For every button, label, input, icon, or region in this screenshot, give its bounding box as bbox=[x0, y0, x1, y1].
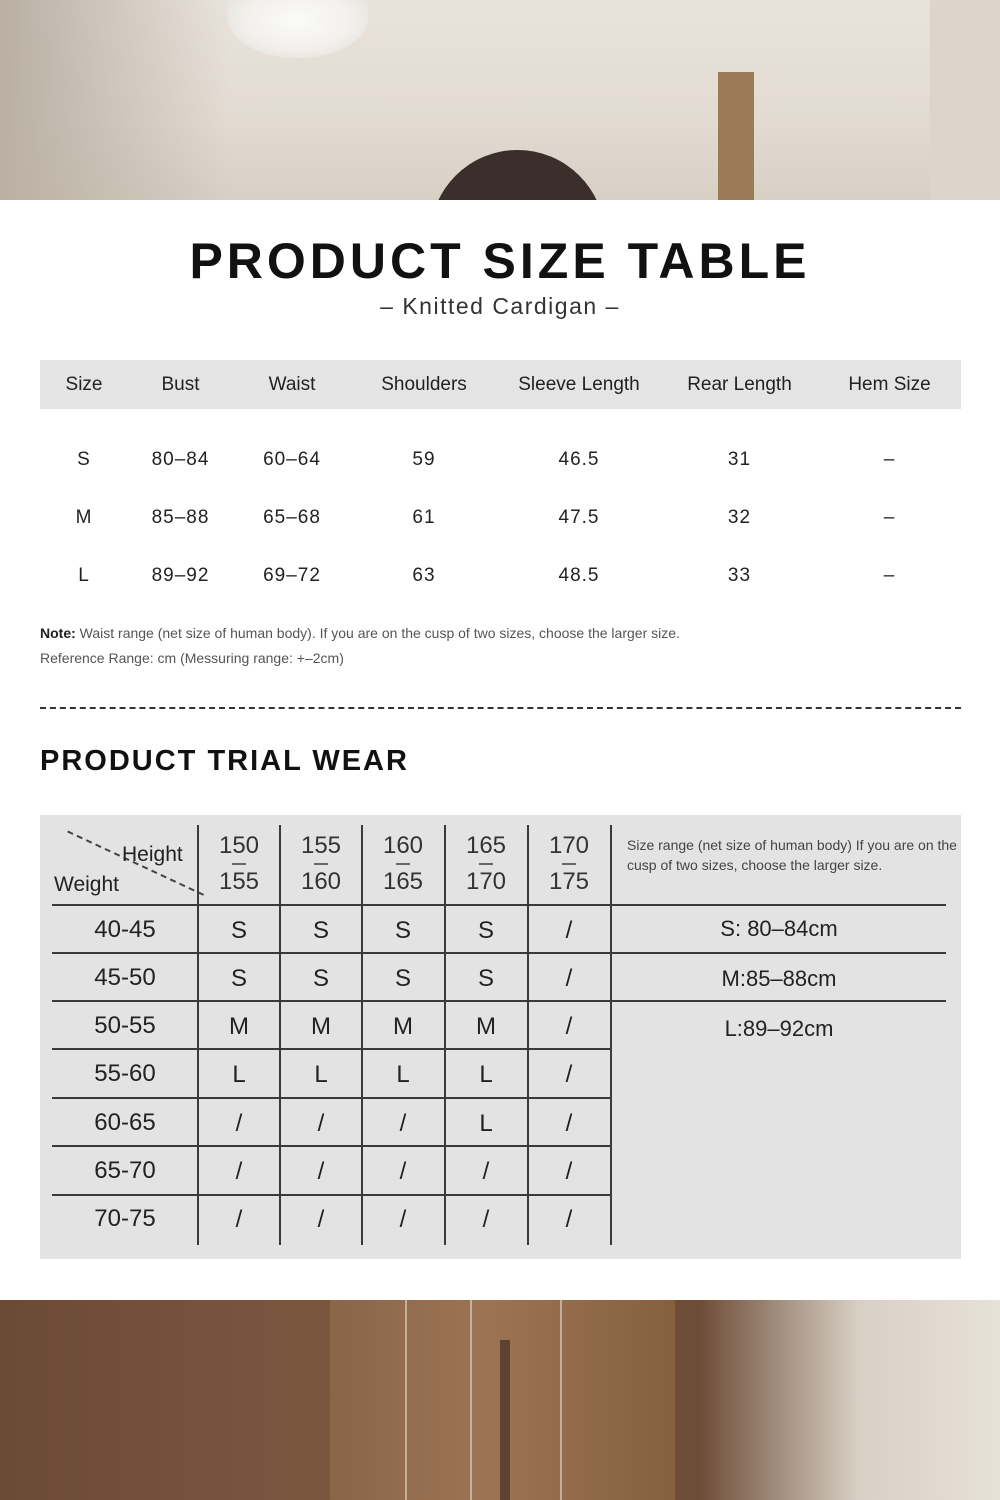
cell-rear-length: 33 bbox=[727, 565, 752, 586]
pants-seam bbox=[405, 1300, 407, 1500]
size-cell: S bbox=[230, 965, 247, 992]
height-header bbox=[445, 829, 527, 901]
cell-waist: 65–68 bbox=[263, 507, 321, 528]
cell-hem-size: – bbox=[883, 565, 896, 586]
size-cell: / bbox=[399, 1158, 407, 1185]
background-photo-top bbox=[0, 0, 1000, 200]
cell-waist: 69–72 bbox=[263, 565, 321, 586]
size-cell: / bbox=[317, 1158, 325, 1185]
weight-range: 70-75 bbox=[94, 1205, 156, 1232]
size-cell: / bbox=[565, 1110, 573, 1137]
wall-panel bbox=[930, 0, 1000, 200]
bust-range-s: S: 80–84cm bbox=[720, 916, 838, 941]
cell-shoulders: 61 bbox=[412, 507, 436, 528]
table-row bbox=[40, 498, 961, 538]
pants-seam bbox=[560, 1300, 562, 1500]
ceiling-lamp bbox=[228, 0, 368, 58]
size-cell: L bbox=[232, 1061, 246, 1088]
bust-range-m: M:85–88cm bbox=[721, 966, 837, 991]
weight-range: 65-70 bbox=[94, 1157, 156, 1184]
height-label: Height bbox=[122, 843, 183, 866]
cell-shoulders: 59 bbox=[412, 449, 436, 470]
cell-size: M bbox=[75, 507, 93, 528]
reference-range-note: Reference Range: cm (Messuring range: +–2cm) bbox=[40, 650, 344, 666]
height-from: 165 bbox=[465, 832, 507, 859]
size-cell: S bbox=[312, 965, 329, 992]
product-subtitle: – Knitted Cardigan – bbox=[380, 293, 620, 319]
col-shoulders: Shoulders bbox=[381, 374, 467, 395]
size-cell: M bbox=[311, 1013, 331, 1040]
size-cell: S bbox=[477, 917, 494, 944]
size-cell: S bbox=[394, 917, 411, 944]
cell-rear-length: 32 bbox=[727, 507, 752, 528]
size-table-header bbox=[40, 360, 961, 409]
cell-shoulders: 63 bbox=[412, 565, 436, 586]
trial-wear-table bbox=[40, 815, 961, 1259]
note-label: Note: bbox=[40, 625, 76, 641]
size-cell: S bbox=[477, 965, 494, 992]
page-title: PRODUCT SIZE TABLE bbox=[189, 233, 811, 289]
size-cell: / bbox=[565, 1158, 573, 1185]
size-cell: L bbox=[314, 1061, 328, 1088]
height-from: 170 bbox=[548, 832, 590, 859]
size-cell: / bbox=[317, 1110, 325, 1137]
size-cell: L bbox=[396, 1061, 410, 1088]
size-cell: / bbox=[235, 1110, 243, 1137]
size-cell: / bbox=[399, 1206, 407, 1233]
section-divider bbox=[40, 707, 961, 709]
weight-range: 60-65 bbox=[94, 1109, 156, 1136]
height-to: 160 bbox=[300, 868, 342, 895]
pants-seam bbox=[470, 1300, 472, 1500]
weight-label: Weight bbox=[54, 873, 119, 896]
col-sleeve-length: Sleeve Length bbox=[518, 374, 640, 395]
size-cell: / bbox=[565, 1206, 573, 1233]
weight-range: 40-45 bbox=[94, 916, 156, 943]
weight-range: 50-55 bbox=[94, 1012, 156, 1039]
size-cell: / bbox=[565, 965, 573, 992]
size-cell: / bbox=[565, 917, 573, 944]
col-waist: Waist bbox=[268, 374, 316, 395]
cell-waist: 60–64 bbox=[263, 449, 321, 470]
size-cell: / bbox=[565, 1013, 573, 1040]
size-cell: L bbox=[479, 1110, 493, 1137]
height-from: 150 bbox=[218, 832, 260, 859]
table-row bbox=[40, 440, 961, 480]
size-cell: / bbox=[482, 1158, 490, 1185]
bust-range-l: L:89–92cm bbox=[724, 1016, 834, 1041]
height-to: 170 bbox=[465, 868, 507, 895]
col-size: Size bbox=[65, 374, 103, 395]
height-from: 160 bbox=[382, 832, 424, 859]
cell-bust: 85–88 bbox=[151, 507, 210, 528]
size-cell: / bbox=[317, 1206, 325, 1233]
size-cell: S bbox=[394, 965, 411, 992]
col-bust: Bust bbox=[161, 374, 200, 395]
cell-size: S bbox=[77, 449, 91, 470]
cell-sleeve-length: 46.5 bbox=[558, 449, 600, 470]
door-frame bbox=[718, 72, 754, 200]
size-range-note: Size range (net size of human body) If you are on the cusp of two sizes, choose the larger size. bbox=[627, 837, 957, 873]
size-cell: S bbox=[230, 917, 247, 944]
model-hair bbox=[430, 150, 605, 200]
size-cell: M bbox=[476, 1013, 496, 1040]
cell-bust: 80–84 bbox=[151, 449, 210, 470]
height-header bbox=[280, 829, 362, 901]
cell-rear-length: 31 bbox=[727, 449, 752, 470]
cell-hem-size: – bbox=[883, 449, 896, 470]
size-cell: / bbox=[565, 1061, 573, 1088]
cell-sleeve-length: 48.5 bbox=[558, 565, 600, 586]
col-rear-length: Rear Length bbox=[687, 374, 792, 395]
size-cell: / bbox=[235, 1206, 243, 1233]
height-header bbox=[362, 829, 444, 901]
weight-range: 55-60 bbox=[94, 1060, 156, 1087]
size-cell: / bbox=[399, 1110, 407, 1137]
cell-hem-size: – bbox=[883, 507, 896, 528]
size-chart-card bbox=[0, 200, 1000, 1300]
cell-bust: 89–92 bbox=[151, 565, 210, 586]
table-row bbox=[40, 556, 961, 596]
height-header bbox=[198, 829, 280, 901]
height-to: 175 bbox=[548, 868, 590, 895]
note-text: Waist range (net size of human body). If you are on the cusp of two sizes, choose the larger size. bbox=[75, 625, 680, 641]
size-cell: / bbox=[235, 1158, 243, 1185]
size-cell: M bbox=[229, 1013, 249, 1040]
height-to: 165 bbox=[382, 868, 424, 895]
cell-size: L bbox=[78, 565, 90, 586]
pants-gap bbox=[500, 1340, 510, 1500]
height-to: 155 bbox=[218, 868, 260, 895]
height-from: 155 bbox=[300, 832, 342, 859]
size-cell: / bbox=[482, 1206, 490, 1233]
size-note bbox=[40, 625, 680, 641]
col-hem-size: Hem Size bbox=[848, 374, 931, 395]
height-header bbox=[528, 829, 610, 901]
size-cell: S bbox=[312, 917, 329, 944]
size-cell: M bbox=[393, 1013, 413, 1040]
size-cell: L bbox=[479, 1061, 493, 1088]
wall-shadow bbox=[0, 0, 230, 200]
trial-wear-title: PRODUCT TRIAL WEAR bbox=[40, 745, 409, 777]
background-photo-bottom bbox=[0, 1300, 1000, 1500]
weight-range: 45-50 bbox=[94, 964, 156, 991]
cell-sleeve-length: 47.5 bbox=[558, 507, 600, 528]
